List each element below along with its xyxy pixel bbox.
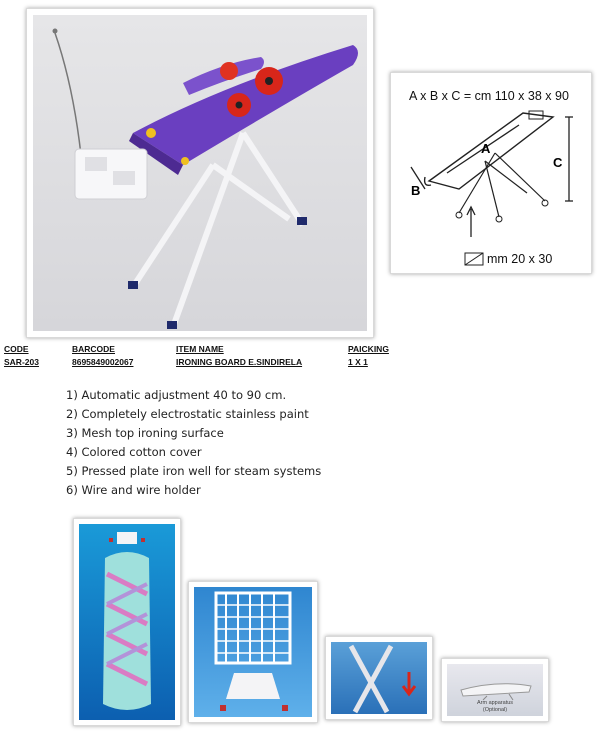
header-packing: PAICKING (348, 344, 389, 354)
product-photo (26, 8, 374, 338)
ironing-board-illustration (33, 15, 367, 331)
cell-barcode: 8695849002067 (72, 357, 134, 367)
thumbnail-mesh (188, 581, 318, 723)
cell-code: SAR-203 (4, 357, 39, 367)
list-item: 2) Completely electrostatic stainless paint (66, 407, 309, 421)
spec-header-row (4, 342, 389, 356)
list-item: 4) Colored cotton cover (66, 445, 202, 459)
leg-adjust-illustration (331, 642, 427, 714)
list-item: 6) Wire and wire holder (66, 483, 201, 497)
header-barcode: BARCODE (72, 344, 115, 354)
arm-label-title: Arm apparatus (476, 700, 514, 706)
thumbnail-arm (441, 658, 549, 722)
header-code: CODE (4, 344, 29, 354)
cell-item-name: IRONING BOARD E.SINDIRELA (176, 357, 303, 367)
iron-rest (75, 149, 147, 199)
cotton-cover-illustration (79, 524, 175, 720)
foot-cap (167, 321, 177, 329)
thumbnail-legs (325, 636, 433, 720)
cell-packing: 1 X 1 (348, 357, 368, 367)
wire-holder-icon (55, 33, 81, 155)
foot-cap (128, 281, 138, 289)
dimension-diagram (390, 72, 592, 274)
label-c: C (553, 155, 563, 170)
label-b: B (411, 183, 421, 198)
header-item-name: ITEM NAME (176, 344, 224, 354)
foot-cap (297, 217, 307, 225)
list-item: 1) Automatic adjustment 40 to 90 cm. (66, 388, 287, 402)
label-a: A (481, 141, 491, 156)
arrow-down-icon (403, 672, 415, 694)
mesh-top-illustration (194, 587, 312, 717)
arm-label (447, 700, 543, 714)
feature-list (66, 386, 321, 500)
board-line-drawing (395, 77, 587, 269)
spec-row (4, 356, 389, 368)
arm-label-optional: (Optional) (482, 707, 508, 713)
list-item: 5) Pressed plate iron well for steam systems (66, 464, 322, 478)
thumbnail-cover (73, 518, 181, 726)
spec-table (4, 342, 389, 368)
list-item: 3) Mesh top ironing surface (66, 426, 224, 440)
tube-size-text: mm 20 x 30 (487, 252, 553, 266)
dimensions-text: A x B x C = cm 110 x 38 x 90 (409, 89, 569, 103)
